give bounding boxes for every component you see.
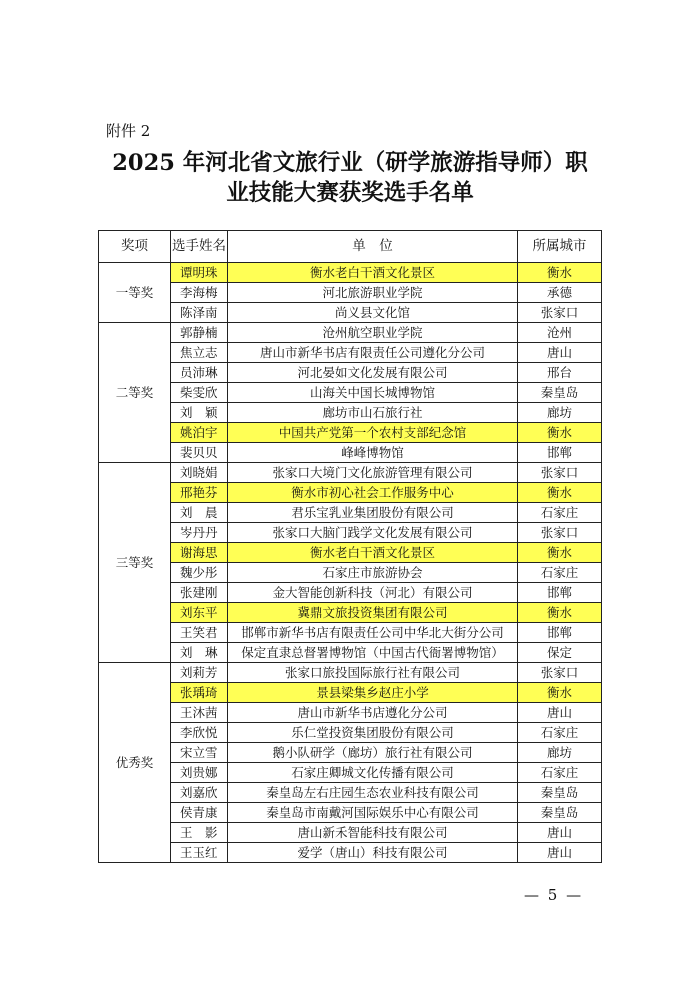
winner-name-cell: 张建刚 [171, 583, 228, 603]
winner-name-cell: 刘东平 [171, 603, 228, 623]
table-row [99, 463, 602, 483]
winner-name-cell: 张瑀琦 [171, 683, 228, 703]
city-cell: 沧州 [518, 323, 602, 343]
unit-cell: 冀鼎文旅投资集团有限公司 [228, 603, 518, 623]
city-cell: 廊坊 [518, 403, 602, 423]
page-number: — 5 — [524, 886, 584, 904]
unit-cell: 张家口大境门文化旅游管理有限公司 [228, 463, 518, 483]
winner-name-cell: 邢艳芬 [171, 483, 228, 503]
unit-cell: 唐山市新华书店遵化分公司 [228, 703, 518, 723]
city-cell: 唐山 [518, 823, 602, 843]
winner-name-cell: 王沐茜 [171, 703, 228, 723]
winner-name-cell: 魏少彤 [171, 563, 228, 583]
winner-name-cell: 李海梅 [171, 283, 228, 303]
unit-cell: 石家庄卿城文化传播有限公司 [228, 763, 518, 783]
winner-name-cell: 宋立雪 [171, 743, 228, 763]
winner-name-cell: 刘贵娜 [171, 763, 228, 783]
table-row [99, 303, 602, 323]
city-cell: 张家口 [518, 303, 602, 323]
winner-name-cell: 刘 晨 [171, 503, 228, 523]
city-cell: 保定 [518, 643, 602, 663]
title-line-1: 2025 年河北省文旅行业（研学旅游指导师）职 [112, 150, 588, 176]
unit-cell: 中国共产党第一个农村支部纪念馆 [228, 423, 518, 443]
table-row [99, 283, 602, 303]
winner-name-cell: 员沛琳 [171, 363, 228, 383]
unit-cell: 衡水老白干酒文化景区 [228, 263, 518, 283]
table-row [99, 343, 602, 363]
city-cell: 石家庄 [518, 503, 602, 523]
table-row [99, 763, 602, 783]
city-cell: 承德 [518, 283, 602, 303]
table-row [99, 643, 602, 663]
city-cell: 廊坊 [518, 743, 602, 763]
table-row [99, 563, 602, 583]
winner-name-cell: 李欣悦 [171, 723, 228, 743]
unit-cell: 秦皇岛市南戴河国际娱乐中心有限公司 [228, 803, 518, 823]
city-cell: 衡水 [518, 483, 602, 503]
city-cell: 衡水 [518, 603, 602, 623]
unit-cell: 唐山新禾智能科技有限公司 [228, 823, 518, 843]
table-row [99, 323, 602, 343]
winner-name-cell: 裴贝贝 [171, 443, 228, 463]
city-cell: 邢台 [518, 363, 602, 383]
city-cell: 邯郸 [518, 443, 602, 463]
table-row [99, 523, 602, 543]
unit-cell: 衡水老白干酒文化景区 [228, 543, 518, 563]
winner-name-cell: 郭静楠 [171, 323, 228, 343]
unit-cell: 保定直隶总督署博物馆（中国古代衙署博物馆） [228, 643, 518, 663]
city-cell: 唐山 [518, 843, 602, 863]
table-row [99, 383, 602, 403]
winner-name-cell: 谭明珠 [171, 263, 228, 283]
award-level-cell: 优秀奖 [99, 663, 171, 863]
unit-cell: 石家庄市旅游协会 [228, 563, 518, 583]
table-row [99, 683, 602, 703]
unit-cell: 张家口大脑门践学文化发展有限公司 [228, 523, 518, 543]
city-cell: 邯郸 [518, 623, 602, 643]
table-row [99, 743, 602, 763]
table-header-row [99, 231, 602, 263]
winner-name-cell: 王 影 [171, 823, 228, 843]
table-row [99, 543, 602, 563]
unit-cell: 金大智能创新科技（河北）有限公司 [228, 583, 518, 603]
unit-cell: 张家口旅投国际旅行社有限公司 [228, 663, 518, 683]
city-cell: 秦皇岛 [518, 803, 602, 823]
winner-name-cell: 刘晓娟 [171, 463, 228, 483]
city-cell: 张家口 [518, 523, 602, 543]
unit-cell: 景县梁集乡赵庄小学 [228, 683, 518, 703]
unit-cell: 秦皇岛左右庄园生态农业科技有限公司 [228, 783, 518, 803]
city-cell: 秦皇岛 [518, 383, 602, 403]
header-unit: 单 位 [228, 231, 518, 263]
table-row [99, 503, 602, 523]
winner-name-cell: 谢海思 [171, 543, 228, 563]
award-level-cell: 三等奖 [99, 463, 171, 663]
unit-cell: 沧州航空职业学院 [228, 323, 518, 343]
document-title [60, 148, 640, 208]
table-row [99, 403, 602, 423]
city-cell: 张家口 [518, 663, 602, 683]
winner-name-cell: 刘 颖 [171, 403, 228, 423]
table-row [99, 843, 602, 863]
unit-cell: 河北晏如文化发展有限公司 [228, 363, 518, 383]
award-level-cell: 二等奖 [99, 323, 171, 463]
winners-table [98, 230, 602, 863]
unit-cell: 鹅小队研学（廊坊）旅行社有限公司 [228, 743, 518, 763]
header-name: 选手姓名 [171, 231, 228, 263]
winner-name-cell: 陈泽南 [171, 303, 228, 323]
table-row [99, 363, 602, 383]
city-cell: 秦皇岛 [518, 783, 602, 803]
table-row [99, 583, 602, 603]
award-level-cell: 一等奖 [99, 263, 171, 323]
table-row [99, 603, 602, 623]
unit-cell: 峰峰博物馆 [228, 443, 518, 463]
city-cell: 石家庄 [518, 563, 602, 583]
title-line-2: 业技能大赛获奖选手名单 [226, 180, 474, 206]
unit-cell: 邯郸市新华书店有限责任公司中华北大街分公司 [228, 623, 518, 643]
winner-name-cell: 岑丹丹 [171, 523, 228, 543]
city-cell: 衡水 [518, 543, 602, 563]
winner-name-cell: 刘嘉欣 [171, 783, 228, 803]
winner-name-cell: 侯青康 [171, 803, 228, 823]
unit-cell: 山海关中国长城博物馆 [228, 383, 518, 403]
table-row [99, 783, 602, 803]
winner-name-cell: 焦立志 [171, 343, 228, 363]
unit-cell: 乐仁堂投资集团股份有限公司 [228, 723, 518, 743]
winner-name-cell: 王玉红 [171, 843, 228, 863]
city-cell: 石家庄 [518, 763, 602, 783]
table-row [99, 443, 602, 463]
city-cell: 衡水 [518, 263, 602, 283]
city-cell: 石家庄 [518, 723, 602, 743]
table-row [99, 703, 602, 723]
table-row [99, 623, 602, 643]
unit-cell: 君乐宝乳业集团股份有限公司 [228, 503, 518, 523]
unit-cell: 衡水市初心社会工作服务中心 [228, 483, 518, 503]
city-cell: 唐山 [518, 703, 602, 723]
unit-cell: 尚义县文化馆 [228, 303, 518, 323]
city-cell: 张家口 [518, 463, 602, 483]
unit-cell: 廊坊市山石旅行社 [228, 403, 518, 423]
winner-name-cell: 刘莉芳 [171, 663, 228, 683]
table-row [99, 663, 602, 683]
table-row [99, 823, 602, 843]
city-cell: 衡水 [518, 423, 602, 443]
city-cell: 衡水 [518, 683, 602, 703]
winner-name-cell: 姚泊宇 [171, 423, 228, 443]
winner-name-cell: 王笑君 [171, 623, 228, 643]
table-row [99, 483, 602, 503]
unit-cell: 河北旅游职业学院 [228, 283, 518, 303]
attachment-label: 附件 2 [106, 122, 151, 140]
table-row [99, 263, 602, 283]
table-row [99, 723, 602, 743]
table-row [99, 803, 602, 823]
table-body [99, 263, 602, 863]
city-cell: 唐山 [518, 343, 602, 363]
winner-name-cell: 柴雯欣 [171, 383, 228, 403]
table-row [99, 423, 602, 443]
header-city: 所属城市 [518, 231, 602, 263]
unit-cell: 爱学（唐山）科技有限公司 [228, 843, 518, 863]
unit-cell: 唐山市新华书店有限责任公司遵化分公司 [228, 343, 518, 363]
city-cell: 邯郸 [518, 583, 602, 603]
winner-name-cell: 刘 琳 [171, 643, 228, 663]
header-award: 奖项 [99, 231, 171, 263]
